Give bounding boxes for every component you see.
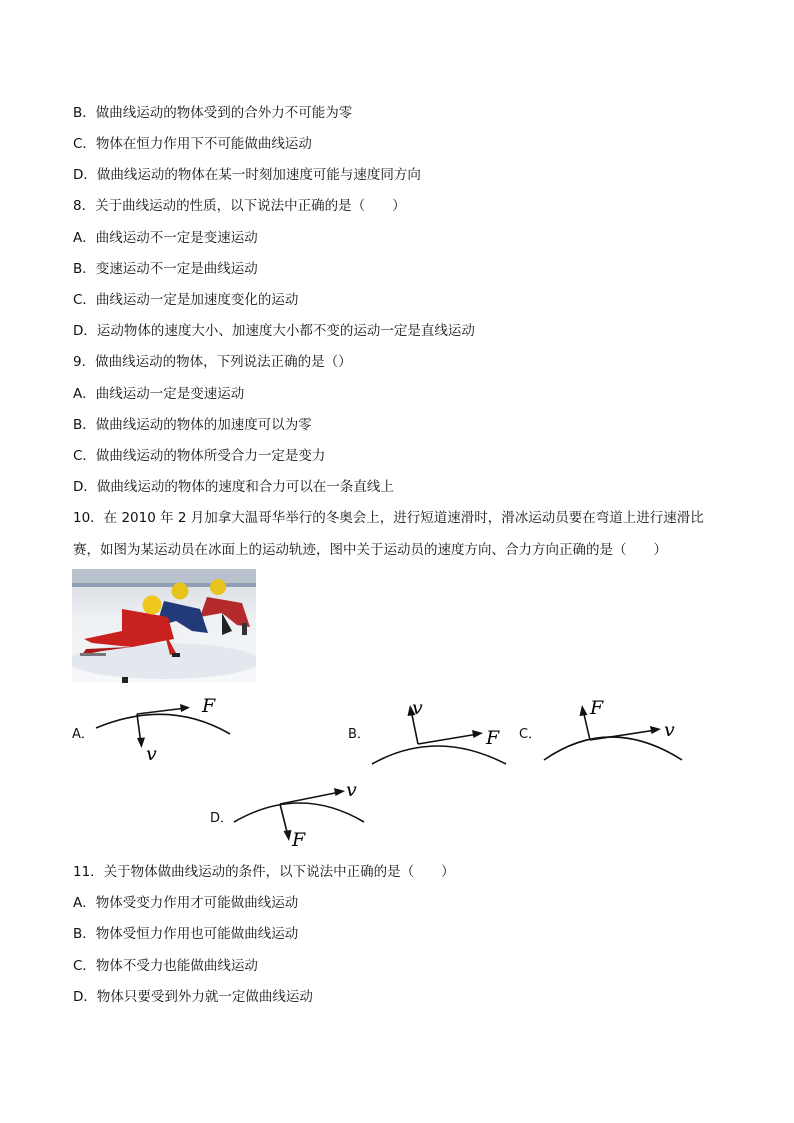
q9-option-a: A．曲线运动一定是变速运动 bbox=[73, 386, 245, 402]
velocity-label: v bbox=[146, 743, 157, 765]
q8-option-d: D．运动物体的速度大小、加速度大小都不变的运动一定是直线运动 bbox=[73, 323, 475, 339]
q7-option-d: D．做曲线运动的物体在某一时刻加速度可能与速度同方向 bbox=[73, 167, 421, 183]
velocity-label: v bbox=[412, 697, 423, 719]
q10-option-a-label: A． bbox=[72, 727, 94, 742]
q9-stem: 9．做曲线运动的物体，下列说法正确的是（） bbox=[73, 354, 352, 370]
q8-stem: 8．关于曲线运动的性质，以下说法中正确的是（ ） bbox=[73, 198, 406, 214]
q10-stem-line-2: 赛，如图为某运动员在冰面上的运动轨迹，图中关于运动员的速度方向、合力方向正确的是（ ） bbox=[73, 542, 667, 558]
q10-option-c-label: C． bbox=[519, 727, 542, 742]
force-label: F bbox=[292, 829, 306, 851]
q10-option-b-label: B． bbox=[348, 727, 370, 742]
q8-option-b: B．变速运动不一定是曲线运动 bbox=[73, 261, 258, 277]
q10-stem-line-1: 10．在 2010 年 2 月加拿大温哥华举行的冬奥会上，进行短道速滑时，滑冰运动员要在弯道上进行速滑比 bbox=[73, 510, 704, 526]
speed-skating-photo bbox=[72, 569, 256, 683]
velocity-label: v bbox=[664, 719, 675, 741]
force-label: F bbox=[486, 727, 500, 749]
q9-option-d: D．做曲线运动的物体的速度和合力可以在一条直线上 bbox=[73, 479, 394, 495]
force-label: F bbox=[202, 695, 216, 717]
q7-option-c: C．物体在恒力作用下不可能做曲线运动 bbox=[73, 136, 312, 152]
q7-option-b: B．做曲线运动的物体受到的合外力不可能为零 bbox=[73, 105, 353, 121]
q10-option-d-label: D． bbox=[210, 811, 234, 826]
q11-option-d: D．物体只要受到外力就一定做曲线运动 bbox=[73, 989, 313, 1005]
q9-option-b: B．做曲线运动的物体的加速度可以为零 bbox=[73, 417, 312, 433]
q11-stem: 11．关于物体做曲线运动的条件，以下说法中正确的是（ ） bbox=[73, 864, 455, 880]
force-label: F bbox=[590, 697, 604, 719]
q8-option-a: A．曲线运动不一定是变速运动 bbox=[73, 230, 258, 246]
q8-option-c: C．曲线运动一定是加速度变化的运动 bbox=[73, 292, 299, 308]
q11-option-a: A．物体受变力作用才可能做曲线运动 bbox=[73, 895, 299, 911]
q11-option-b: B．物体受恒力作用也可能做曲线运动 bbox=[73, 926, 299, 942]
velocity-label: v bbox=[346, 779, 357, 801]
q9-option-c: C．做曲线运动的物体所受合力一定是变力 bbox=[73, 448, 326, 464]
q11-option-c: C．物体不受力也能做曲线运动 bbox=[73, 958, 258, 974]
